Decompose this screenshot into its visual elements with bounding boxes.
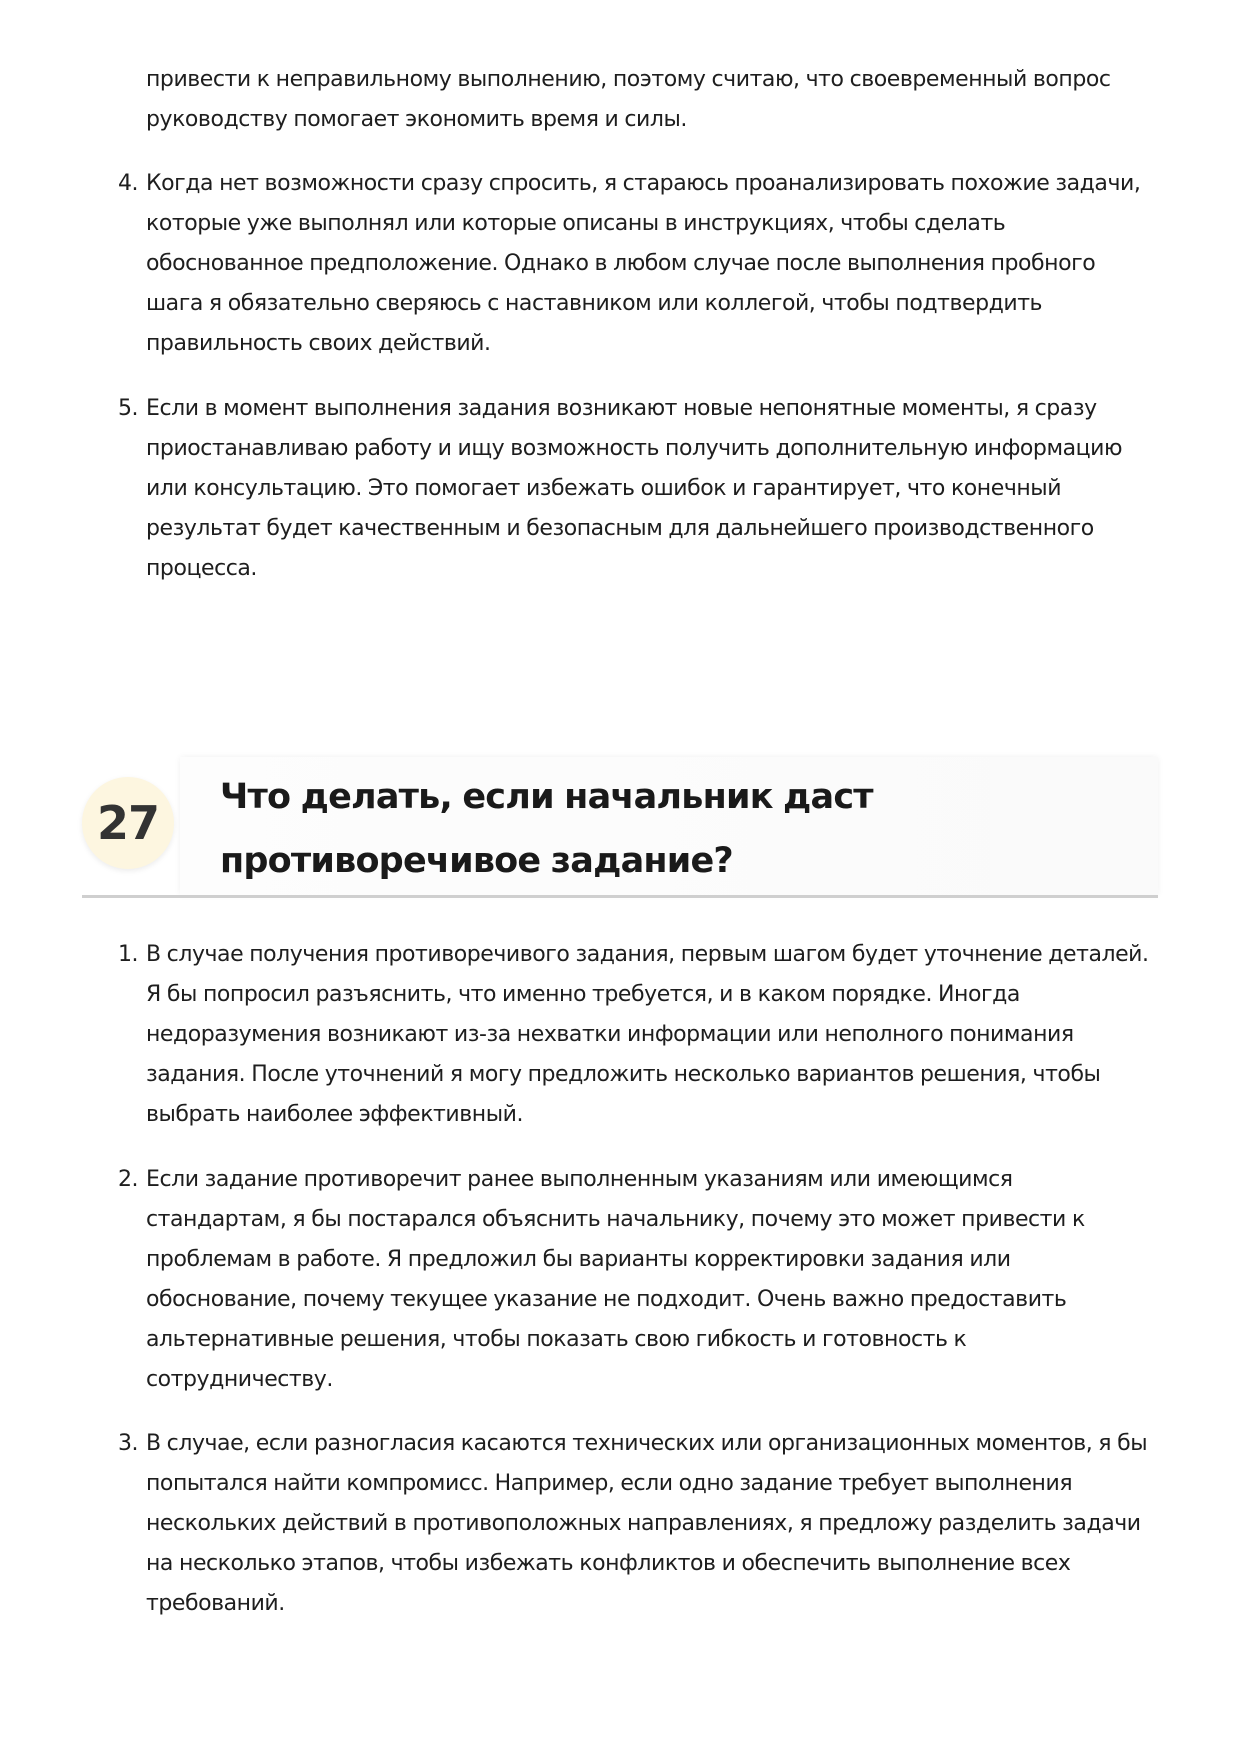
list-item-text: В случае, если разногласия касаются технических или организационных моментов, я бы попытался найти компромисс. Например, если одно задание требует выполнения нескольких действий в противоположных направлениях, я предложу разделить задачи на несколько этапов, чтобы избежать конфликтов и обеспечить выполнение всех требований. (146, 1431, 1148, 1616)
section-number-badge: 27 (82, 777, 174, 869)
continuation-paragraph (146, 60, 1156, 140)
list-item (118, 935, 1158, 1135)
list-item-text: Если в момент выполнения задания возникают новые непонятные моменты, я сразу приостанавливаю работу и ищу возможность получить дополнительную информацию или консультацию. Это помогает избежать ошибок и гарантирует, что конечный результат будет качественным и безопасным для дальнейшего производственного процесса. (146, 396, 1123, 581)
section-header (82, 757, 1158, 897)
list-item (118, 1424, 1158, 1624)
list-item-number: 3. (118, 1431, 139, 1456)
list-item (118, 389, 1158, 589)
section-title: Что делать, если начальник даст противоречивое задание? (220, 777, 873, 881)
section-divider (82, 895, 1158, 898)
list-item-number: 1. (118, 942, 139, 967)
list-item-number: 4. (118, 171, 139, 196)
continuation-text: привести к неправильному выполнению, поэтому считаю, что своевременный вопрос руководству помогает экономить время и силы. (146, 67, 1111, 132)
list-item (118, 164, 1158, 364)
list-item-text: Если задание противоречит ранее выполненным указаниям или имеющимся стандартам, я бы постарался объяснить начальнику, почему это может привести к проблемам в работе. Я предложил бы варианты корректировки задания или обоснование, почему текущее указание не подходит. Очень важно предоставить альтернативные решения, чтобы показать свою гибкость и готовность к сотрудничеству. (146, 1167, 1085, 1392)
list-item-number: 5. (118, 396, 139, 421)
list-item-text: В случае получения противоречивого задания, первым шагом будет уточнение деталей. Я бы попросил разъяснить, что именно требуется, и в каком порядке. Иногда недоразумения возникают из-за нехватки информации или неполного понимания задания. После уточнений я могу предложить несколько вариантов решения, чтобы выбрать наиболее эффективный. (146, 942, 1149, 1127)
list-item-text: Когда нет возможности сразу спросить, я стараюсь проанализировать похожие задачи, которые уже выполнял или которые описаны в инструкциях, чтобы сделать обоснованное предположение. Однако в любом случае после выполнения пробного шага я обязательно сверяюсь с наставником или коллегой, чтобы подтвердить правильность своих действий. (146, 171, 1141, 356)
list-item (118, 1160, 1158, 1400)
list-item-number: 2. (118, 1167, 139, 1192)
